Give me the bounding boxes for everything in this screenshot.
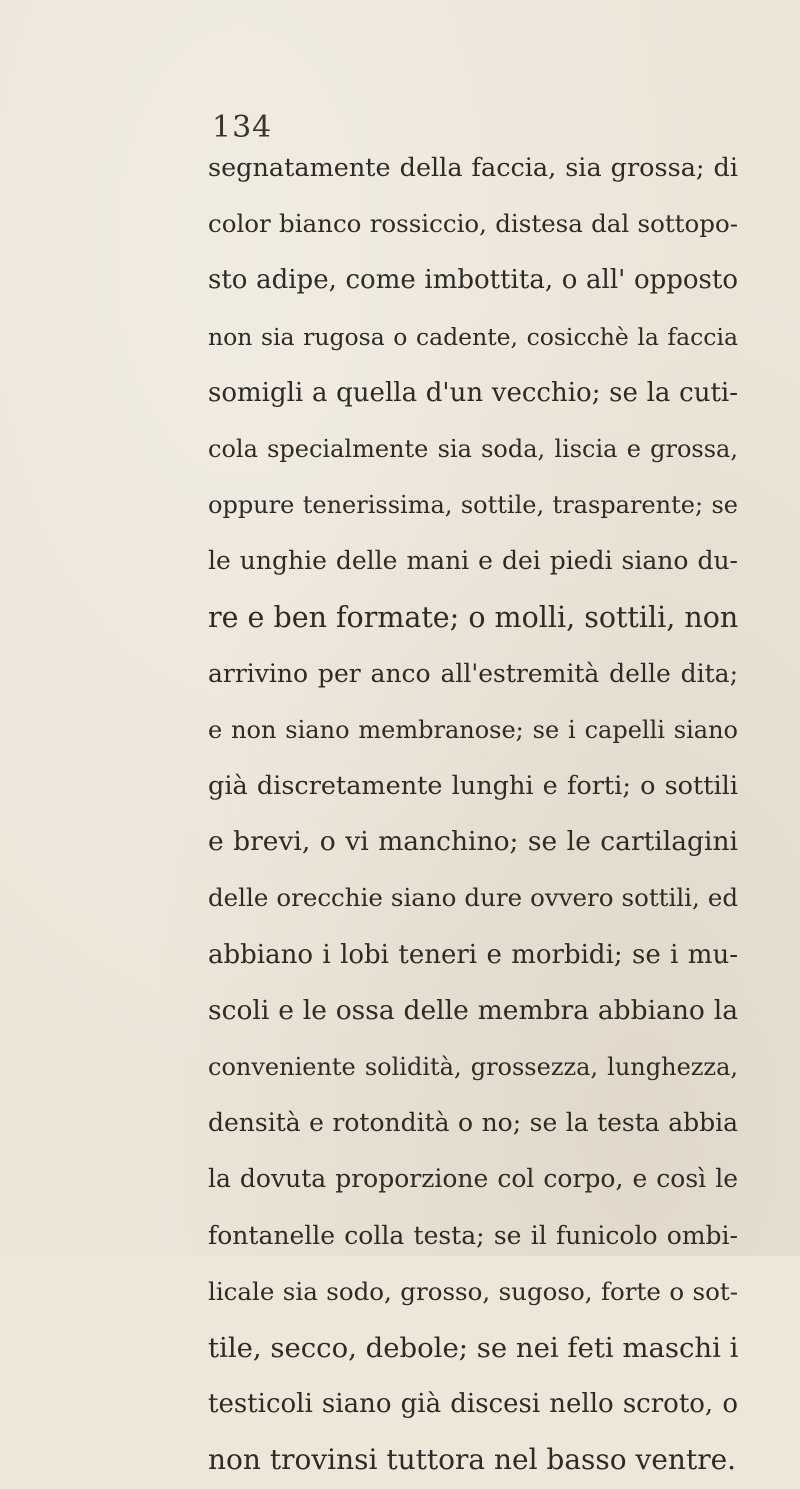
page-number: 134 — [212, 110, 273, 145]
text-line: licale sia sodo, grosso, sugoso, forte o sot- — [208, 1276, 738, 1306]
text-line: somigli a quella d'un vecchio; se la cuti- — [208, 377, 738, 408]
text-line: re e ben formate; o molli, sottili, non — [208, 600, 739, 634]
text-line: tile, secco, debole; se nei feti maschi i — [208, 1331, 739, 1364]
body-text — [208, 140, 738, 1489]
text-line: conveniente solidità, grossezza, lunghezza, — [208, 1053, 738, 1081]
text-line: cola specialmente sia soda, liscia e grossa, — [208, 434, 738, 463]
text-line: oppure tenerissima, sottile, trasparente; se — [208, 491, 738, 520]
text-line: arrivino per anco all'estremità delle dita; — [208, 658, 738, 688]
text-line: le unghie delle mani e dei piedi siano du- — [208, 546, 738, 576]
text-line: segnatamente della faccia, sia grossa; di — [208, 153, 738, 183]
text-line: densità e rotondità o no; se la testa abbia — [208, 1108, 738, 1138]
text-line: la dovuta proporzione col corpo, e così le — [208, 1164, 738, 1194]
text-line: e brevi, o vi manchino; se le cartilagini — [208, 826, 738, 858]
text-line: fontanelle colla testa; se il funicolo ombi- — [208, 1220, 738, 1250]
text-line: non trovinsi tuttora nel basso ventre. — [208, 1443, 737, 1477]
text-line: non sia rugosa o cadente, cosicchè la faccia — [208, 322, 738, 351]
text-line: abbiano i lobi teneri e morbidi; se i mu- — [208, 939, 738, 970]
text-line: testicoli siano già discesi nello scroto, o — [208, 1389, 738, 1420]
text-line: scoli e le ossa delle membra abbiano la — [208, 994, 738, 1026]
text-line: delle orecchie siano dure ovvero sottili, ed — [208, 883, 738, 913]
text-line: già discretamente lunghi e forti; o sottili — [208, 771, 738, 802]
text-line: color bianco rossiccio, distesa dal sottopo- — [208, 209, 738, 239]
text-line: sto adipe, come imbottita, o all' opposto — [208, 265, 738, 296]
text-line: e non siano membranose; se i capelli siano — [208, 715, 738, 744]
